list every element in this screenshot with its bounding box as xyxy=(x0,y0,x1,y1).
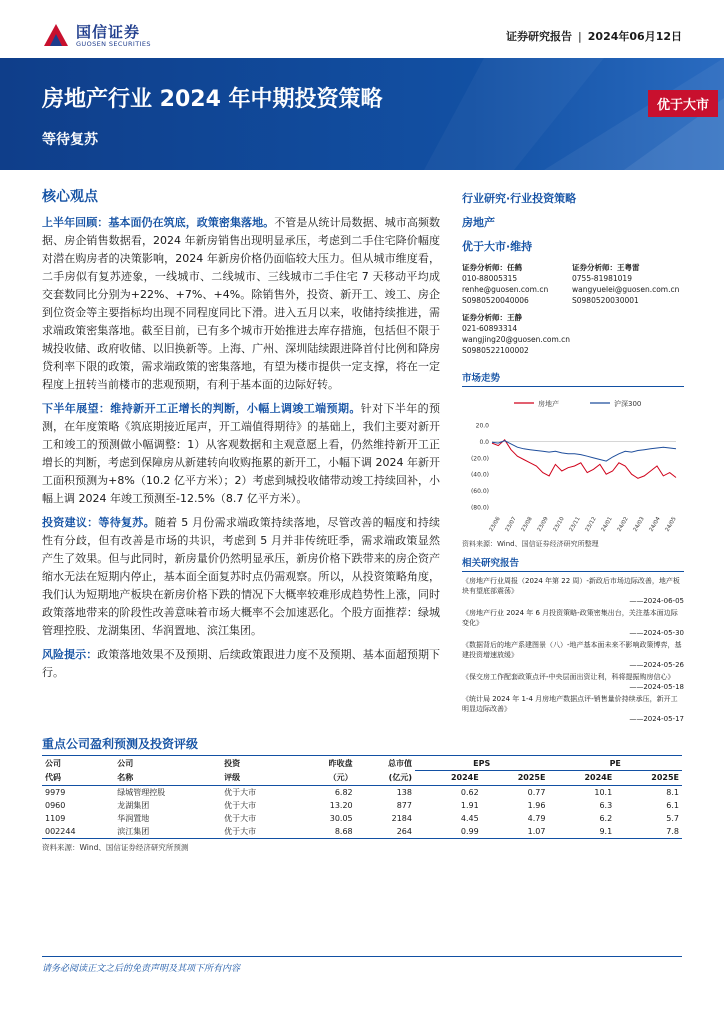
sidebar xyxy=(462,190,684,726)
related-report-title: 《统计局 2024 年 1-4 月房地产数据点评-销售量价持续承压，新开工明显边际改善》 xyxy=(462,695,678,713)
report-date: 2024年06月12日 xyxy=(587,30,682,43)
paragraph-outlook xyxy=(42,400,440,508)
table-header-row xyxy=(42,771,682,786)
x-tick-label: 24/01 xyxy=(600,516,614,533)
table-cell: 0.99 xyxy=(415,825,482,839)
table-cell: 滨江集团 xyxy=(114,825,221,839)
footer-disclaimer: 请务必阅读正文之后的免责声明及其项下所有内容 xyxy=(42,964,241,974)
related-report-title: 《保交房工作配套政策点评-中央层面出资让利，科将提振购房信心》 xyxy=(462,673,675,681)
table-cell: 6.1 xyxy=(666,801,679,810)
footer-divider xyxy=(42,956,682,957)
paragraph-lead: 风险提示： xyxy=(42,648,98,661)
x-tick-label: 23/09 xyxy=(536,516,550,533)
table-cell: 0.62 xyxy=(460,788,479,797)
chart-source: 资料来源：Wind、国信证券经济研究所整理 xyxy=(462,540,599,548)
table-cell: 002244 xyxy=(42,825,114,839)
y-tick-label: (60.0) xyxy=(470,488,489,496)
table-header-row xyxy=(42,756,682,771)
table-cell: 绿城管理控股 xyxy=(117,788,166,797)
analyst-email[interactable]: renhe@guosen.com.cn xyxy=(462,285,549,294)
x-tick-label: 23/10 xyxy=(552,516,566,533)
analyst-phone: 021-60893314 xyxy=(462,324,518,333)
x-tick-label: 24/05 xyxy=(664,516,678,533)
legend-label: 房地产 xyxy=(538,400,559,408)
related-report-date: ——2024-06-05 xyxy=(629,597,684,605)
x-tick-label: 23/12 xyxy=(584,516,598,533)
table-header: 名称 xyxy=(114,771,221,786)
table-cell: 6.82 xyxy=(334,788,353,797)
analyst-label: 证券分析师： xyxy=(462,263,507,272)
table-cell: 10.1 xyxy=(594,788,613,797)
core-views-title: 核心观点 xyxy=(42,189,98,205)
analyst-list xyxy=(462,262,684,356)
table-row xyxy=(42,786,682,800)
analyst-name: 王静 xyxy=(507,313,522,322)
analyst-name: 王粤雷 xyxy=(617,263,640,272)
table-cell: 264 xyxy=(356,825,415,839)
table-cell: 9979 xyxy=(45,788,66,797)
analyst-card xyxy=(462,262,572,306)
related-report-title: 《房地产行业周报（2024 年第 22 周）-新政后市场边际改善，地产板块有望底部震荡》 xyxy=(462,577,680,595)
x-tick-label: 24/04 xyxy=(648,516,662,533)
paragraph-body: 针对下半年的预测，在年度策略《筑底期接近尾声，开工端值得期待》的基础上，我们主要对新开工和竣工的预测做小幅调整：1）从客观数据和主观意愿上看，仍然维持新开工正增长的判断，考虑到保障房从新建转向收购拖累的新开工，小幅下调 2024 年新开工面积预测为+8%（10.2 亿平方米）；2）考虑到城投收储带动竣工持续回补，小幅上调 2024 年竣工预测至-12.5%（8.7 亿平方米）。 xyxy=(42,402,441,505)
paragraph-advice xyxy=(42,514,440,640)
related-report-date: ——2024-05-30 xyxy=(629,629,684,637)
table-cell: 1.91 xyxy=(460,801,479,810)
related-report-date: ——2024-05-26 xyxy=(629,661,684,669)
analyst-email[interactable]: wangyuelei@guosen.com.cn xyxy=(572,285,680,294)
table-cell: 4.45 xyxy=(460,814,479,823)
company-logo xyxy=(42,20,182,50)
analyst-cert: S0980522100002 xyxy=(462,346,529,355)
paragraph-body: 政策落地效果不及预期、后续政策跟进力度不及预期、基本面超预期下行。 xyxy=(42,648,441,679)
table-header-pe: PE xyxy=(548,756,682,771)
analyst-label: 证券分析师： xyxy=(572,263,617,272)
table-cell: 1.07 xyxy=(482,825,549,839)
table-cell: 龙湖集团 xyxy=(117,801,150,810)
x-tick-label: 24/02 xyxy=(616,516,630,533)
table-cell: 7.8 xyxy=(615,825,682,839)
table-cell: 0960 xyxy=(45,801,66,810)
analyst-name: 任鹤 xyxy=(507,263,522,272)
series-line-csi300 xyxy=(492,441,676,461)
related-report-date: ——2024-05-17 xyxy=(629,715,684,723)
logo-text-en: GUOSEN SECURITIES xyxy=(76,40,151,48)
series-line-real-estate xyxy=(492,440,676,479)
x-tick-label: 23/06 xyxy=(488,516,502,533)
report-meta xyxy=(506,28,682,44)
table-header: 投资 xyxy=(221,756,296,771)
table-cell: 6.2 xyxy=(599,814,613,823)
related-report-title: 《房地产行业 2024 年 6 月投资策略-政策密集出台，关注基本面边际变化》 xyxy=(462,609,678,627)
forecast-table xyxy=(42,755,682,839)
table-cell: 877 xyxy=(396,801,412,810)
related-reports-list xyxy=(462,576,684,724)
table-header: 公司 xyxy=(114,756,221,771)
rating-badge: 优于大市 xyxy=(648,90,718,117)
table-header: 公司 xyxy=(42,756,114,771)
table-header: 评级 xyxy=(221,771,296,786)
paragraph-lead: 上半年回顾：基本面仍在筑底，政策密集落地。 xyxy=(42,216,275,229)
table-row xyxy=(42,825,682,839)
x-tick-label: 24/03 xyxy=(632,516,646,533)
logo-text-cn: 国信证券 xyxy=(76,23,141,41)
table-source: 资料来源：Wind、国信证券经济研究所预测 xyxy=(42,843,189,852)
analyst-phone: 0755-81981019 xyxy=(572,274,632,283)
industry-name: 房地产 xyxy=(462,216,495,229)
analyst-cert: S0980520030001 xyxy=(572,296,639,305)
paragraph-review xyxy=(42,214,440,394)
table-cell: 优于大市 xyxy=(224,788,257,797)
table-header-eps: EPS xyxy=(415,756,548,771)
table-cell: 1109 xyxy=(45,814,66,823)
table-header: (亿元) xyxy=(356,771,415,786)
table-cell: 优于大市 xyxy=(224,801,257,810)
analyst-card xyxy=(572,262,684,306)
related-report-title: 《数据背后的地产系建图景（八）-地产基本面未来不影响政策博弈，基建投资增速放缓》 xyxy=(462,641,682,659)
related-report-item[interactable] xyxy=(462,608,684,638)
table-cell: 6.3 xyxy=(599,801,613,810)
table-cell: 优于大市 xyxy=(224,814,257,823)
analyst-cert: S0980520040006 xyxy=(462,296,529,305)
industry-rating: 优于大市·维持 xyxy=(462,240,533,253)
table-header: 2025E xyxy=(482,771,549,786)
analyst-card xyxy=(462,312,572,356)
x-tick-label: 23/11 xyxy=(568,516,582,533)
table-cell: 华润置地 xyxy=(117,814,150,823)
paragraph-body: 随着 5 月份需求端政策持续落地，尽管改善的幅度和持续性有分歧，但有改善是市场的共识，考虑到 5 月并非传统旺季，需求端政策显然产生了效果。但与此同时，新房量价仍然明显承压，新房价格下跌带来的房企资产缩水无法在短期内停止，基本面全面复苏时点仍需观察。所以，从投资策略角度，我们认为短期地产板块在新房价格下跌的情况下大概率较难形成趋势性上涨，同时政策落地带来的阶段性改善意味着市场大概率不会加速恶化。个股方面推荐：绿城管理控股、龙湖集团、华润置地、滨江集团。 xyxy=(42,516,440,637)
table-cell: 8.1 xyxy=(666,788,679,797)
table-header: 2025E xyxy=(615,771,682,786)
table-row xyxy=(42,799,682,812)
table-cell: 0.77 xyxy=(527,788,546,797)
table-cell: 2184 xyxy=(391,814,412,823)
paragraph-body: 不管是从统计局数据、城市高频数据、房企销售数据看，2024 年新房销售出现明显承压，考虑到二手住宅降价幅度对潜在购房者的决策影响，2024 年新房价格仍面临较大压力。但从城市维度看，二手房似有复苏迹象，一线城市、二线城市、三线城市二手住宅 7 天移动平均成交套数同比分别为+22%、+7%、+4%。除销售外，投资、新开工、竣工、房企到位资金等主要指标均出现不同程度同比下滑。进入五月以来，收储持续推进，需求端政策密集落地。截至目前，已有多个城市开始推进去库存措施，包括但不限于城投收储、政府收储、以旧换新等。上海、广州、深圳陆续跟进降首付比例和降房贷利率下限的政策，需求端政策的密集落地，有望为楼市提供一定支撑，将在一定程度上扭转当前楼市的悲观预期，有利于基本面的边际好转。 xyxy=(42,216,441,391)
y-tick-label: 0.0 xyxy=(479,438,489,446)
x-tick-label: 23/08 xyxy=(520,516,534,533)
report-type: 证券研究报告 xyxy=(506,30,573,43)
related-report-item[interactable] xyxy=(462,672,684,692)
report-subtitle: 等待复苏 xyxy=(42,132,98,148)
legend-label: 沪深300 xyxy=(614,400,642,408)
related-report-item[interactable] xyxy=(462,640,684,670)
title-banner xyxy=(0,58,724,170)
table-header: 昨收盘 xyxy=(296,756,355,771)
market-trend-chart xyxy=(462,387,684,537)
table-cell: 9.1 xyxy=(548,825,615,839)
meta-separator: | xyxy=(578,30,582,43)
table-row xyxy=(42,812,682,825)
y-tick-label: (80.0) xyxy=(470,504,489,512)
table-cell: 8.68 xyxy=(296,825,355,839)
core-views-section xyxy=(42,186,440,688)
table-cell: 4.79 xyxy=(527,814,546,823)
forecast-table-title: 重点公司盈利预测及投资评级 xyxy=(42,737,199,751)
report-title: 房地产行业 2024 年中期投资策略 xyxy=(42,87,383,112)
table-cell: 30.05 xyxy=(329,814,353,823)
y-tick-label: 20.0 xyxy=(475,422,489,430)
related-reports-title: 相关研究报告 xyxy=(462,555,684,572)
paragraph-lead: 投资建议：等待复苏。 xyxy=(42,516,155,529)
analyst-label: 证券分析师： xyxy=(462,313,507,322)
paragraph-lead: 下半年展望：维持新开工正增长的判断，小幅上调竣工端预期。 xyxy=(42,402,361,415)
table-header: （元） xyxy=(296,771,355,786)
table-cell: 138 xyxy=(396,788,412,797)
table-cell: 13.20 xyxy=(329,801,353,810)
table-header: 代码 xyxy=(42,771,114,786)
market-trend-title: 市场走势 xyxy=(462,370,684,387)
table-cell: 5.7 xyxy=(666,814,679,823)
analyst-email[interactable]: wangjing20@guosen.com.cn xyxy=(462,335,571,344)
y-tick-label: (20.0) xyxy=(470,455,489,463)
table-header: 2024E xyxy=(548,771,615,786)
y-tick-label: (40.0) xyxy=(470,471,489,479)
related-report-item[interactable] xyxy=(462,694,684,724)
table-cell: 优于大市 xyxy=(221,825,296,839)
market-trend-svg xyxy=(462,387,684,537)
paragraph-risk xyxy=(42,646,440,682)
table-header: 总市值 xyxy=(356,756,415,771)
table-body xyxy=(42,786,682,839)
analyst-phone: 010-88005315 xyxy=(462,274,518,283)
related-report-date: ——2024-05-18 xyxy=(629,683,684,691)
related-report-item[interactable] xyxy=(462,576,684,606)
report-category: 行业研究·行业投资策略 xyxy=(462,192,577,205)
table-header: 2024E xyxy=(415,771,482,786)
table-cell: 1.96 xyxy=(527,801,546,810)
x-tick-label: 23/07 xyxy=(504,516,518,533)
guosen-logo-icon xyxy=(42,22,70,48)
